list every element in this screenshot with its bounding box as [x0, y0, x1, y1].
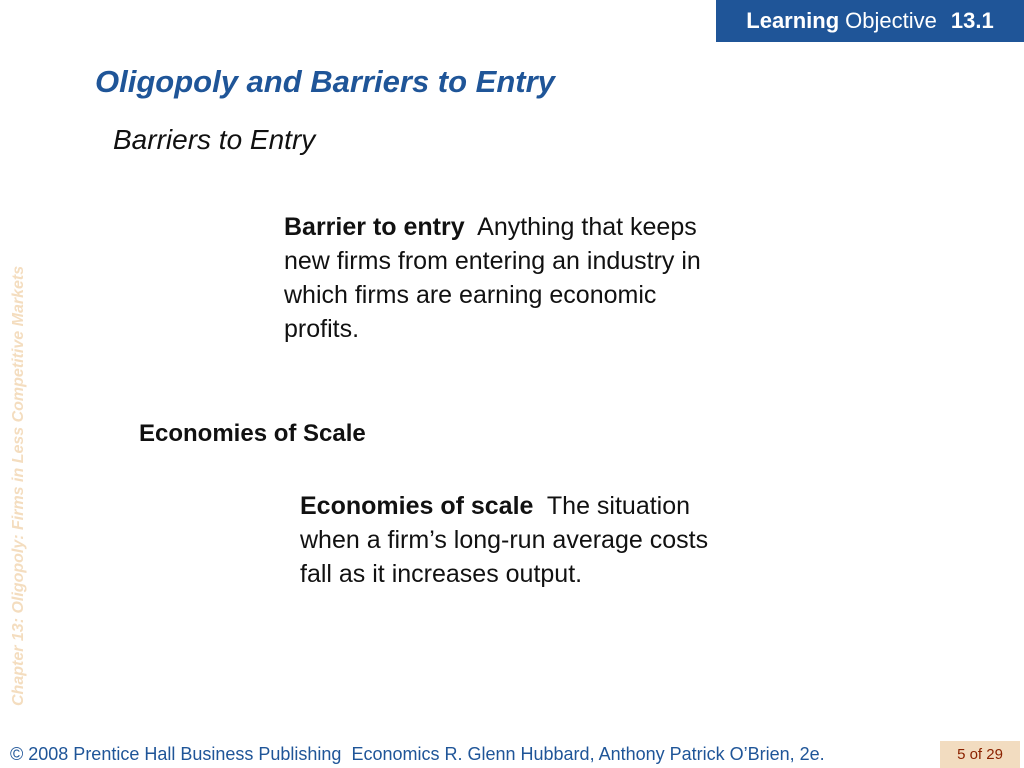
badge-objective: Objective: [845, 8, 937, 33]
definition-text: Anything that keeps new firms from entering an industry in which firms are earning economic profits.: [284, 213, 701, 343]
chapter-side-label: Chapter 13: Oligopoly: Firms in Less Competitive Markets: [10, 265, 27, 706]
page-number: 5 of 29: [940, 741, 1020, 768]
definition-text: The situation when a firm’s long-run average costs fall as it increases output.: [300, 492, 709, 588]
footer: [10, 744, 825, 765]
section-heading: Economies of Scale: [139, 420, 366, 447]
definition-economies-of-scale: [300, 489, 730, 591]
footer-book: Economics R. Glenn Hubbard, Anthony Patrick O’Brien, 2e.: [351, 744, 825, 764]
badge-learning: Learning: [746, 8, 840, 33]
footer-copyright: © 2008 Prentice Hall Business Publishing: [10, 744, 342, 764]
definition-term: Barrier to entry: [284, 213, 465, 241]
definition-term: Economies of scale: [300, 492, 534, 520]
badge-number: 13.1: [950, 8, 994, 33]
definition-barrier-to-entry: [284, 210, 734, 346]
learning-objective-badge: [716, 0, 1024, 42]
slide-subtitle: Barriers to Entry: [113, 124, 316, 155]
slide-title: Oligopoly and Barriers to Entry: [95, 64, 555, 99]
